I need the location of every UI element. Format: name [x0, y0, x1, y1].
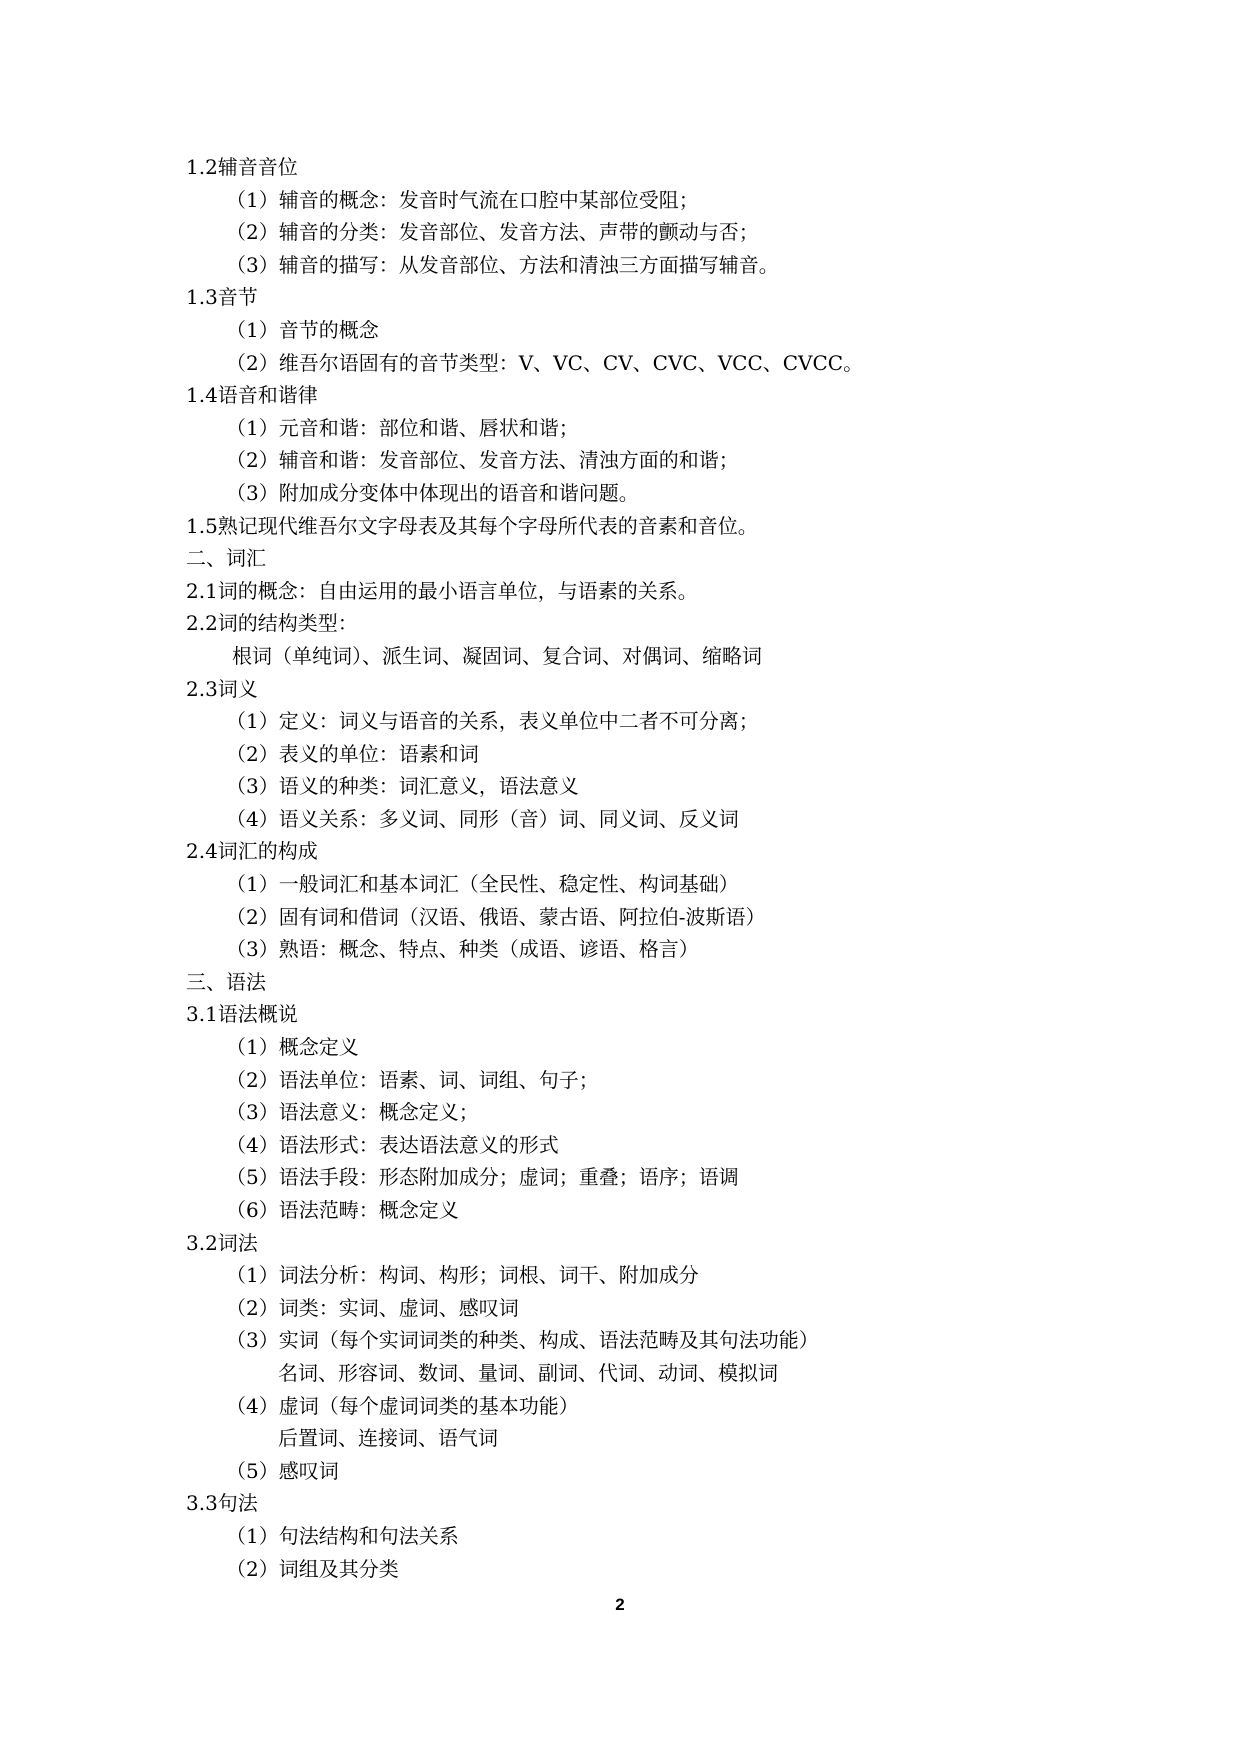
section-heading: 2.1词的概念：自由运用的最小语言单位，与语素的关系。	[186, 578, 698, 603]
list-item: （3）语义的种类：词汇意义，语法意义	[226, 774, 579, 799]
section-heading: 3.2词法	[186, 1230, 258, 1255]
list-item: （3）熟语：概念、特点、种类（成语、谚语、格言）	[226, 937, 699, 962]
section-heading: 1.3音节	[186, 285, 258, 310]
section-heading: 3.1语法概说	[186, 1002, 298, 1027]
section-heading: 2.3词义	[186, 676, 258, 701]
list-item: （3）附加成分变体中体现出的语音和谐问题。	[226, 480, 639, 505]
section-heading: 三、语法	[186, 969, 266, 994]
list-item: （5）感叹词	[226, 1458, 339, 1483]
list-item: （3）辅音的描写：从发音部位、方法和清浊三方面描写辅音。	[226, 252, 779, 277]
list-item: （1）辅音的概念：发音时气流在口腔中某部位受阻；	[226, 187, 699, 212]
list-item: （1）一般词汇和基本词汇（全民性、稳定性、构词基础）	[226, 872, 739, 897]
page-number: 2	[615, 1595, 625, 1614]
section-heading: 二、词汇	[186, 546, 266, 571]
list-item: （1）定义：词义与语音的关系，表义单位中二者不可分离；	[226, 709, 759, 734]
list-item: （2）辅音和谐：发音部位、发音方法、清浊方面的和谐；	[226, 448, 739, 473]
list-item: （2）表义的单位：语素和词	[226, 741, 479, 766]
list-item: （4）语义关系：多义词、同形（音）词、同义词、反义词	[226, 806, 739, 831]
list-item: （6）语法范畴：概念定义	[226, 1198, 459, 1222]
list-item: （1）元音和谐：部位和谐、唇状和谐；	[226, 415, 579, 440]
list-item: （1）音节的概念	[226, 317, 379, 342]
section-heading: 3.3句法	[186, 1491, 258, 1516]
section-heading: 1.5熟记现代维吾尔文字母表及其每个字母所代表的音素和音位。	[186, 513, 758, 538]
list-item: 根词（单纯词）、派生词、凝固词、复合词、对偶词、缩略词	[232, 643, 762, 668]
list-item: （2）辅音的分类：发音部位、发音方法、声带的颤动与否；	[226, 220, 759, 245]
list-item: （2）语法单位：语素、词、词组、句子；	[226, 1067, 599, 1092]
list-item: （3）实词（每个实词词类的种类、构成、语法范畴及其句法功能）	[226, 1328, 819, 1353]
list-item: （1）词法分析：构词、构形；词根、词干、附加成分	[226, 1263, 699, 1288]
list-item: （2）固有词和借词（汉语、俄语、蒙古语、阿拉伯-波斯语）	[226, 904, 766, 929]
list-item: （4）虚词（每个虚词词类的基本功能）	[226, 1393, 579, 1418]
list-item: （5）语法手段：形态附加成分；虚词；重叠；语序；语调	[226, 1165, 739, 1190]
list-item: （1）句法结构和句法关系	[226, 1523, 459, 1548]
list-item: （2）词类：实词、虚词、感叹词	[226, 1295, 519, 1320]
list-item: （1）概念定义	[226, 1035, 359, 1060]
section-heading: 2.2词的结构类型：	[186, 611, 358, 636]
list-item: （2）词组及其分类	[226, 1556, 399, 1581]
document-body	[186, 151, 1086, 1585]
section-heading: 1.2辅音音位	[186, 155, 298, 179]
section-heading: 2.4词汇的构成	[186, 839, 318, 864]
section-heading: 1.4语音和谐律	[186, 383, 318, 408]
list-item: （4）语法形式：表达语法意义的形式	[226, 1132, 559, 1157]
list-item: 名词、形容词、数词、量词、副词、代词、动词、模拟词	[278, 1360, 778, 1385]
list-item: （2）维吾尔语固有的音节类型：V、VC、CV、CVC、VCC、CVCC。	[226, 350, 864, 375]
list-item: 后置词、连接词、语气词	[278, 1426, 498, 1451]
list-item: （3）语法意义：概念定义；	[226, 1100, 479, 1125]
